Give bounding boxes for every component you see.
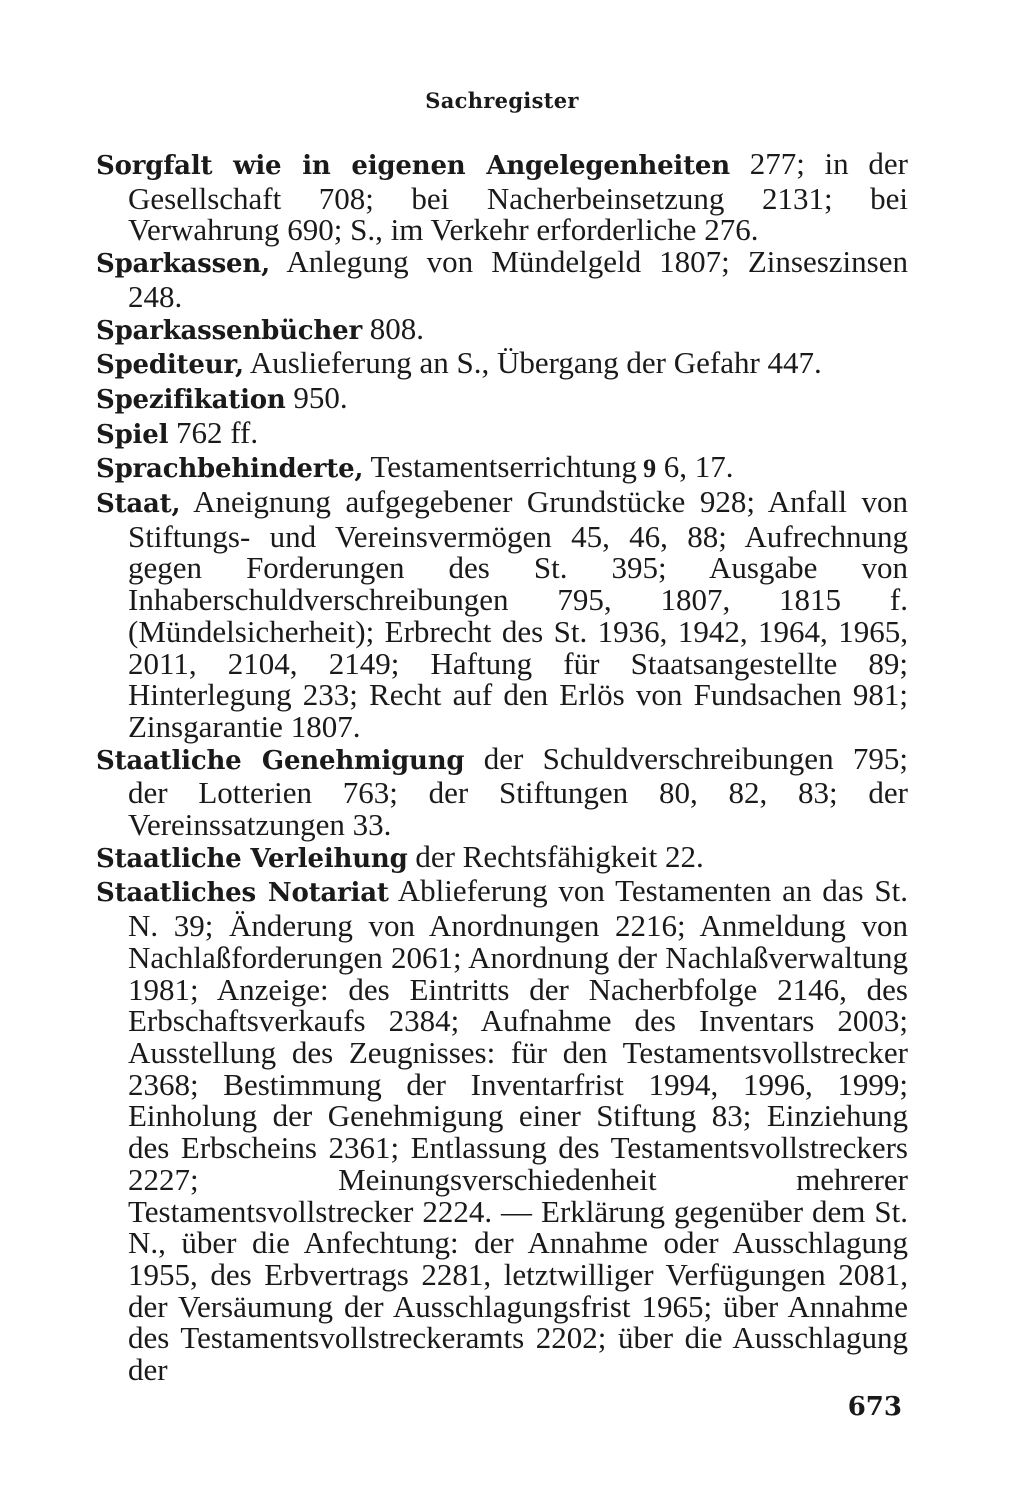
page-number: 673 <box>847 1392 902 1422</box>
index-entry <box>96 414 908 452</box>
index-entry <box>96 486 908 743</box>
entry-text: 6, 17. <box>655 449 734 485</box>
entry-text: der Schuldverschreibungen 795; der Lotterien 763; der Stiftungen 80, 82, 83; der Vereinssatzungen 33. <box>128 740 908 843</box>
entry-headword: Staatliches Notariat <box>96 878 389 909</box>
index-entry <box>96 347 908 382</box>
entry-text: Aneignung aufgegebener Grundstücke 928; Anfall von Stiftungs- und Vereinsvermögen 45, 46, 88; Aufrechnung gegen Forderungen des St. 395; Ausgabe von Inhaberschuldverschreibungen 795, 1807, 1815 f. (Mündelsicherheit); Erbrecht des St. 1936, 1942, 1964, 1965, 2011, 2104, 2149; Haftung für Staatsangestellte 89; Hinterlegung 233; Recht auf den Erlös von Fundsachen 981; Zinsgarantie 1807. <box>128 484 908 744</box>
running-head: Sachregister <box>425 88 579 113</box>
entry-text: 762 ff. <box>168 414 259 450</box>
index-entry <box>96 246 908 312</box>
entry-headword: Sparkassenbücher <box>96 315 362 346</box>
index-entry <box>96 838 908 876</box>
entry-text: der Rechtsfähigkeit 22. <box>407 838 704 874</box>
entry-text: Anlegung von Mündelgeld 1807; Zinseszinsen 248. <box>128 244 908 314</box>
entry-headword: Staat, <box>96 489 181 520</box>
index-entry <box>96 310 908 348</box>
law-reference: 9 <box>636 454 656 484</box>
index-entry <box>96 873 909 1388</box>
entry-headword: Sprachbehinderte, <box>96 454 364 485</box>
index-entry <box>96 451 908 486</box>
entry-text: Testamentserrichtung <box>363 449 637 485</box>
entry-headword: Sparkassen, <box>96 249 270 280</box>
entry-headword: Spediteur, <box>96 350 244 381</box>
index-entry <box>96 379 908 417</box>
entry-headword: Sorgfalt wie in eigenen Angelegenheiten <box>96 151 730 181</box>
index-entry <box>96 740 908 843</box>
index-entries <box>96 148 908 1386</box>
entry-headword: Staatliche Verleihung <box>96 843 408 874</box>
index-page <box>96 0 908 1492</box>
entry-text: Ablieferung von Testamenten an das St. N. 39; Änderung von Anordnungen 2216; Anmeldung von Nachlaßforderungen 2061; Anordnung der Nachlaßverwaltung 1981; Anzeige: des Eintritts der Nacherbfolge 2146, des Erbschaftsverkaufs 2384; Aufnahme des Inventars 2003; Ausstellung des Zeugnisses: für den Testamentsvollstrecker 2368; Bestimmung der Inventarfrist 1994, 1996, 1999; Einholung der Genehmigung einer Stiftung 83; Einziehung des Erbscheins 2361; Entlassung des Testamentsvollstreckers 2227; Meinungsverschiedenheit mehrerer Testamentsvollstrecker 2224. — Erklärung gegenüber dem St. N., über die Anfechtung: der Annahme oder Ausschlagung 1955, des Erbvertrags 2281, letztwilliger Verfügungen 2081, der Versäumung der Ausschlagungsfrist 1965; über Annahme des Testamentsvollstreckeramts 2202; über die Ausschlagung der <box>128 873 909 1388</box>
entry-headword: Spezifikation <box>96 384 286 415</box>
entry-text: Auslieferung an S., Übergang der Gefahr 447. <box>243 345 822 381</box>
entry-headword: Staatliche Genehmigung <box>96 745 465 776</box>
entry-text: 950. <box>285 379 348 415</box>
entry-text: 277; in der Gesellschaft 708; bei Nacherbeinsetzung 2131; bei Verwahrung 690; S., im Verkehr erforderliche 276. <box>128 146 908 248</box>
index-entry <box>96 148 908 246</box>
entry-text: 808. <box>361 310 424 346</box>
entry-headword: Spiel <box>96 419 169 450</box>
